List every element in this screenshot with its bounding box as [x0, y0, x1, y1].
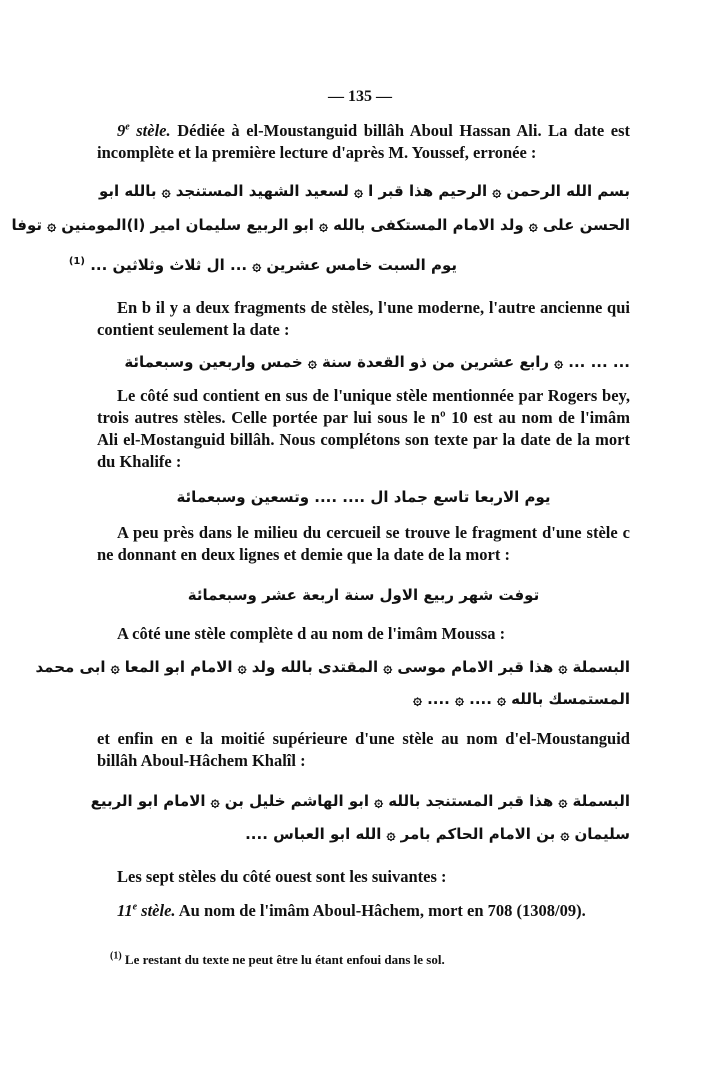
paragraph-fragment-c: A peu près dans le milieu du cercueil se trouve le fragment d'une stèle c ne donnant en deux lignes et demie que la date de la mort :: [97, 523, 630, 564]
paragraph-text: Dédiée à el-Moustanguid billâh Aboul Hassan Ali. La date est incomplète et la première lecture d'après M. Youssef, erronée :: [97, 121, 630, 162]
footnote-mark: (1): [110, 950, 122, 962]
arabic-inscription-line: المستمسك بالله ۞ .... ۞ .... ۞: [413, 690, 630, 708]
arabic-inscription-line: [69, 254, 457, 276]
paragraph-fragments-b: En b il y a deux fragments de stèles, l'une moderne, l'autre ancienne qui contient seulement la date :: [97, 298, 630, 339]
arabic-inscription-line: البسملة ۞ هذا قبر الامام موسى ۞ المقتدى بالله ولد ۞ الامام ابو المعا ۞ ابى محمد: [35, 658, 630, 676]
arabic-inscription-line: يوم الاربعا تاسع جماد ال .... .... وتسعين وسبعمائة: [176, 488, 551, 506]
paragraph-west-side: Les sept stèles du côté ouest sont les suivantes :: [117, 867, 447, 886]
footnote-text: Le restant du texte ne peut être lu étant enfoui dans le sol.: [121, 952, 445, 967]
footnote-reference: (1): [68, 256, 85, 267]
arabic-inscription-line: الحسن على ۞ ولد الامام المستكفى بالله ۞ ابو الربيع سليمان امير (ا)المومنين ۞ توفا: [11, 216, 630, 234]
ordinal-suffix: e: [132, 901, 138, 913]
paragraph-stele-9: [97, 120, 630, 164]
arabic-inscription-line: ... ... ... ۞ رابع عشرين من ذو القعدة سنة ۞ خمس واربعين وسبعمائة: [124, 353, 630, 371]
paragraph-stele-e: et enfin en e la moitié supérieure d'une stèle au nom d'el-Moustanguid billâh Aboul-Hâchem Khalîl :: [97, 729, 630, 770]
arabic-inscription-line: بسم الله الرحمن ۞ الرحيم هذا قبر ا ۞ لسعيد الشهيد المستنجد ۞ بالله ابو: [98, 182, 630, 200]
paragraph-south-side: Le côté sud contient en sus de l'unique stèle mentionnée par Rogers bey, trois autres stèles. Celle portée par lui sous le nº 10 est au nom de l'imâm Ali el-Mostanguid billâh. Nous complétons son texte par la date de la mort du Khalife :: [97, 386, 630, 471]
arabic-inscription-line: توفت شهر ربيع الاول سنة اربعة عشر وسبعمائة: [187, 586, 540, 604]
page-number: — 135 —: [328, 88, 392, 105]
arabic-text: يوم السبت خامس عشرين ۞ ... ال ثلاث وثلاثين ...: [90, 256, 457, 274]
arabic-inscription-line: سليمان ۞ بن الامام الحاكم بامر ۞ الله ابو العباس ....: [245, 825, 630, 843]
paragraph-text: Au nom de l'imâm Aboul-Hâchem, mort en 708 (1308/09).: [175, 901, 586, 920]
stele-number: 9: [117, 121, 126, 140]
arabic-inscription-line: البسملة ۞ هذا قبر المستنجد بالله ۞ ابو الهاشم خليل بن ۞ الامام ابو الربيع: [90, 792, 630, 810]
stele-label: stèle.: [136, 121, 171, 140]
footnote: [110, 952, 445, 968]
paragraph-stele-11: [97, 900, 630, 922]
paragraph-stele-d: A côté une stèle complète d au nom de l'imâm Moussa :: [117, 624, 506, 643]
stele-label: stèle.: [141, 901, 176, 920]
stele-number: 11: [117, 901, 133, 920]
ordinal-suffix: e: [125, 121, 130, 133]
